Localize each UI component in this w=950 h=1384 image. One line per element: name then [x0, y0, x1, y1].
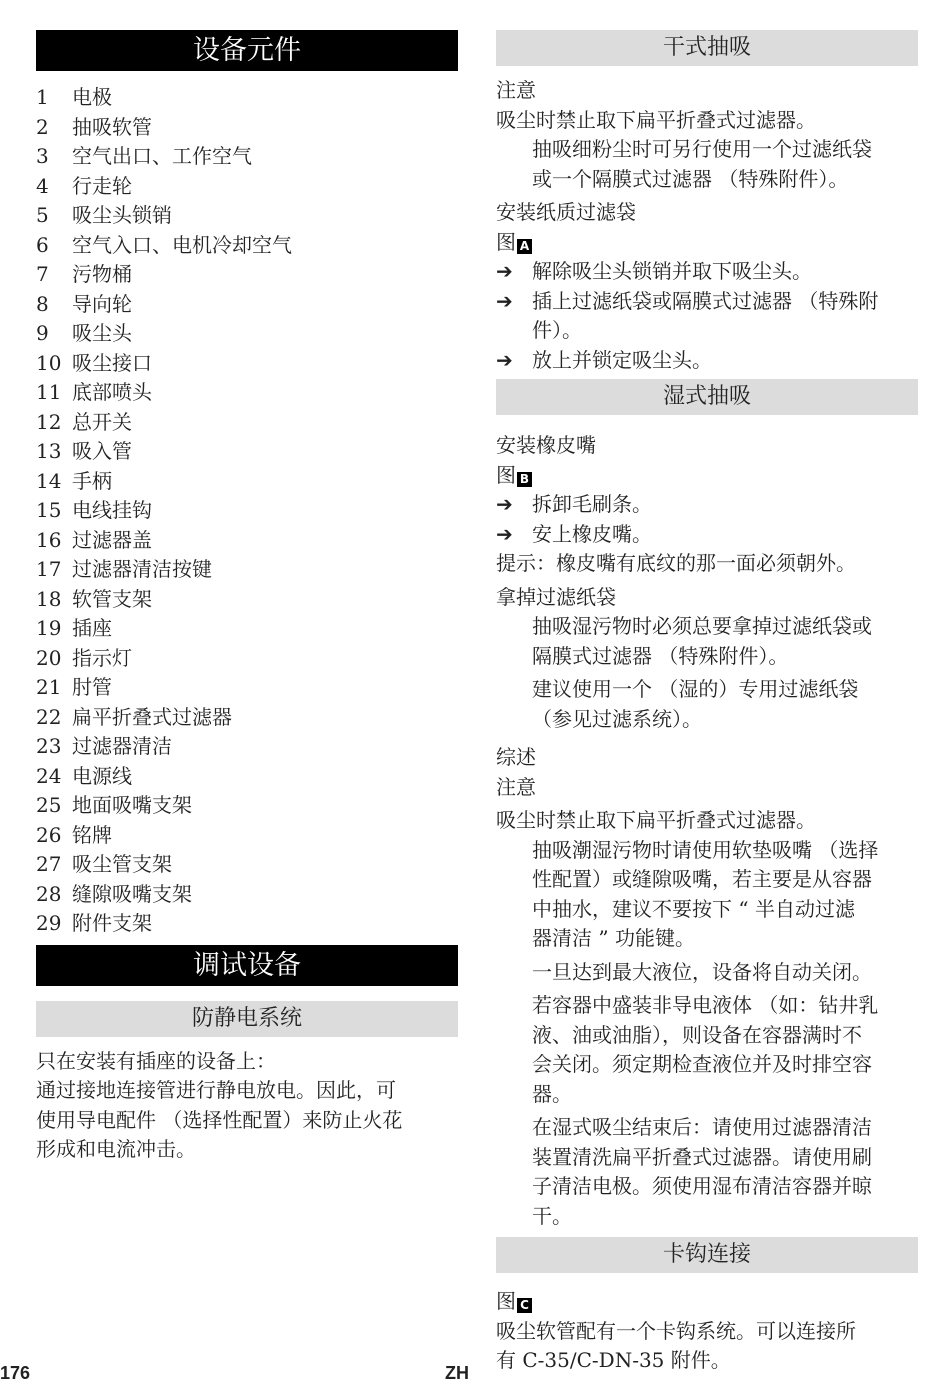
component-list-item: [36, 319, 458, 349]
hook-text-line: 有 C-35/C-DN-35 附件。: [496, 1348, 731, 1372]
component-label: 地面吸嘴支架: [72, 793, 192, 817]
component-list-item: [36, 231, 458, 261]
fine-dust-text-line: 或一个隔膜式过滤器 （特殊附件）。: [532, 166, 849, 191]
component-label: 指示灯: [72, 645, 132, 670]
step-item: [496, 346, 918, 376]
subsection-title-antistatic: 防静电系统: [36, 1001, 458, 1037]
component-label: 扁平折叠式过滤器: [72, 704, 232, 729]
recommend-text-line: 建议使用一个 （湿的）专用过滤纸袋: [532, 677, 859, 701]
section-title-wet-suction: 湿式抽吸: [496, 379, 918, 415]
component-list-item: [36, 496, 458, 526]
component-number: 6: [36, 232, 49, 257]
component-number: 14: [36, 468, 62, 493]
warning-text: 吸尘时禁止取下扁平折叠式过滤器。: [496, 808, 816, 832]
component-label: 肘管: [72, 675, 112, 699]
overview-title: 综述: [496, 745, 536, 769]
section-title-components: 设备元件: [36, 30, 458, 71]
antistatic-text-line: 形成和电流冲击。: [36, 1137, 196, 1161]
figure-ref-b: [496, 461, 918, 491]
step-text: 拆卸毛刷条。: [532, 492, 652, 516]
right-column: [496, 30, 918, 1376]
component-label: 底部喷头: [72, 380, 152, 404]
component-label: 吸入管: [72, 439, 132, 463]
component-label: 抽吸软管: [72, 114, 152, 139]
antistatic-text-line: 通过接地连接管进行静电放电。因此，可: [36, 1078, 396, 1102]
nonconductive-text-line: 会关闭。须定期检查液位并及时排空容: [532, 1052, 872, 1076]
left-column: [36, 30, 458, 1165]
section-title-hook-connection: 卡钩连接: [496, 1237, 918, 1273]
component-list-item: [36, 909, 458, 939]
component-number: 15: [36, 498, 62, 522]
component-number: 21: [36, 675, 62, 699]
note-label: 注意: [496, 774, 536, 799]
figure-ref-a: [496, 228, 918, 258]
component-label: 行走轮: [72, 173, 132, 198]
component-list-item: [36, 526, 458, 556]
component-number: 1: [36, 85, 49, 109]
arrow-right-icon: ➔: [496, 347, 513, 372]
component-number: 24: [36, 763, 62, 788]
step-text: 放上并锁定吸尘头。: [532, 347, 712, 372]
component-number: 18: [36, 586, 62, 611]
after-wet-text-line: 在湿式吸尘结束后：请使用过滤器清洁: [532, 1115, 872, 1139]
component-number: 25: [36, 793, 62, 817]
component-list-item: [36, 467, 458, 497]
component-list-item: [36, 172, 458, 202]
component-number: 12: [36, 409, 62, 434]
component-list-item: [36, 349, 458, 379]
step-item: [496, 520, 918, 550]
step-text: [532, 287, 878, 346]
figure-label: 图: [496, 462, 516, 487]
rubber-lip-title: 安装橡皮嘴: [496, 433, 596, 457]
remove-filter-title: 拿掉过滤纸袋: [496, 584, 616, 609]
step-item: [496, 490, 918, 520]
component-label: 缝隙吸嘴支架: [72, 881, 192, 906]
component-number: 8: [36, 291, 49, 316]
component-label: 电源线: [72, 763, 132, 788]
figure-ref-c: [496, 1287, 918, 1317]
component-list-item: [36, 83, 458, 113]
antistatic-text-line: 使用导电配件 （选择性配置）来防止火花: [36, 1107, 403, 1132]
component-list-item: [36, 673, 458, 703]
paper-filter-title: 安装纸质过滤袋: [496, 200, 636, 224]
component-number: 3: [36, 144, 49, 168]
component-label: 总开关: [72, 409, 132, 434]
figure-letter-a: A: [517, 239, 532, 254]
figure-letter-b: B: [517, 472, 532, 487]
component-label: 导向轮: [72, 291, 132, 316]
component-label: 电极: [72, 85, 112, 109]
component-label: 吸尘头锁销: [72, 203, 172, 227]
after-wet-text-line: 干。: [532, 1203, 572, 1228]
step-item: [496, 287, 918, 346]
component-list-item: [36, 880, 458, 910]
components-list: [36, 83, 458, 939]
component-label: 吸尘接口: [72, 350, 152, 375]
component-number: 29: [36, 911, 62, 935]
component-number: 7: [36, 262, 49, 286]
note-label: 注意: [496, 78, 536, 102]
component-list-item: [36, 703, 458, 733]
component-label: 空气出口、工作空气: [72, 144, 252, 168]
component-number: 28: [36, 881, 62, 906]
component-list-item: [36, 142, 458, 172]
fine-dust-text-line: 抽吸细粉尘时可另行使用一个过滤纸袋: [532, 137, 872, 161]
component-label: 电线挂钩: [72, 498, 152, 522]
component-number: 22: [36, 704, 62, 729]
section-title-commissioning: 调试设备: [36, 945, 458, 986]
step-text: 解除吸尘头锁销并取下吸尘头。: [532, 259, 812, 283]
moist-text-line: 中抽水，建议不要按下 “ 半自动过滤: [532, 896, 855, 921]
step-text-line: 件）。: [532, 318, 582, 342]
component-number: 23: [36, 734, 62, 758]
nonconductive-text-line: 液、油或油脂），则设备在容器满时不: [532, 1022, 862, 1047]
arrow-right-icon: ➔: [496, 288, 513, 313]
component-number: 10: [36, 350, 62, 375]
component-label: 铭牌: [72, 822, 112, 847]
component-list-item: [36, 614, 458, 644]
component-list-item: [36, 791, 458, 821]
component-label: 过滤器盖: [72, 527, 152, 552]
after-wet-text-line: 子清洁电极。须使用湿布清洁容器并晾: [532, 1174, 872, 1198]
component-label: 污物桶: [72, 262, 132, 286]
component-number: 19: [36, 616, 62, 640]
moist-text-line: 性配置）或缝隙吸嘴，若主要是从容器: [532, 867, 872, 891]
figure-label: 图: [496, 1289, 516, 1313]
arrow-right-icon: ➔: [496, 259, 513, 283]
component-list-item: [36, 732, 458, 762]
component-number: 2: [36, 114, 49, 139]
component-number: 9: [36, 321, 49, 345]
component-list-item: [36, 644, 458, 674]
component-list-item: [36, 762, 458, 792]
nonconductive-text-line: 器。: [532, 1081, 572, 1106]
component-label: 吸尘管支架: [72, 852, 172, 876]
component-number: 5: [36, 203, 49, 227]
component-list-item: [36, 260, 458, 290]
step-text-line: 插上过滤纸袋或隔膜式过滤器 （特殊附: [532, 288, 879, 313]
component-list-item: [36, 821, 458, 851]
component-label: 手柄: [72, 468, 112, 493]
arrow-right-icon: ➔: [496, 521, 513, 546]
nonconductive-text-line: 若容器中盛装非导电液体 （如：钻井乳: [532, 993, 879, 1017]
component-list-item: [36, 290, 458, 320]
component-list-item: [36, 437, 458, 467]
figure-label: 图: [496, 229, 516, 254]
component-list-item: [36, 408, 458, 438]
component-number: 17: [36, 557, 62, 581]
component-number: 20: [36, 645, 62, 670]
component-label: 空气入口、电机冷却空气: [72, 232, 292, 257]
component-list-item: [36, 585, 458, 615]
component-number: 4: [36, 173, 49, 198]
step-text: 安上橡皮嘴。: [532, 521, 652, 546]
component-list-item: [36, 555, 458, 585]
remove-filter-text-line: 隔膜式过滤器 （特殊附件）。: [532, 643, 789, 668]
component-number: 27: [36, 852, 62, 876]
hint-text: 提示：橡皮嘴有底纹的那一面必须朝外。: [496, 551, 856, 575]
max-level-text: 一旦达到最大液位，设备将自动关闭。: [532, 959, 872, 984]
component-number: 26: [36, 822, 62, 847]
figure-letter-c: C: [517, 1298, 532, 1313]
remove-filter-text-line: 抽吸湿污物时必须总要拿掉过滤纸袋或: [532, 614, 872, 638]
page-number: 176: [0, 1363, 31, 1383]
component-label: 插座: [72, 616, 112, 640]
component-number: 11: [36, 380, 62, 404]
component-label: 吸尘头: [72, 321, 132, 345]
section-title-dry-suction: 干式抽吸: [496, 30, 918, 66]
component-list-item: [36, 850, 458, 880]
component-label: 过滤器清洁: [72, 734, 172, 758]
recommend-text-line: （参见过滤系统）。: [532, 706, 702, 731]
after-wet-text-line: 装置清洗扁平折叠式过滤器。请使用刷: [532, 1144, 872, 1169]
component-list-item: [36, 201, 458, 231]
language-code: ZH: [445, 1363, 469, 1383]
moist-text-line: 器清洁 ” 功能键。: [532, 926, 695, 950]
component-label: 过滤器清洁按键: [72, 557, 212, 581]
component-label: 附件支架: [72, 911, 152, 935]
component-list-item: [36, 378, 458, 408]
moist-text-line: 抽吸潮湿污物时请使用软垫吸嘴 （选择: [532, 837, 879, 862]
hook-text-line: 吸尘软管配有一个卡钩系统。可以连接所: [496, 1318, 856, 1343]
step-item: [496, 257, 918, 287]
component-number: 16: [36, 527, 62, 552]
arrow-right-icon: ➔: [496, 492, 513, 516]
warning-text: 吸尘时禁止取下扁平折叠式过滤器。: [496, 107, 816, 132]
component-list-item: [36, 113, 458, 143]
component-label: 软管支架: [72, 586, 152, 611]
component-number: 13: [36, 439, 62, 463]
antistatic-condition: 只在安装有插座的设备上：: [36, 1048, 276, 1073]
